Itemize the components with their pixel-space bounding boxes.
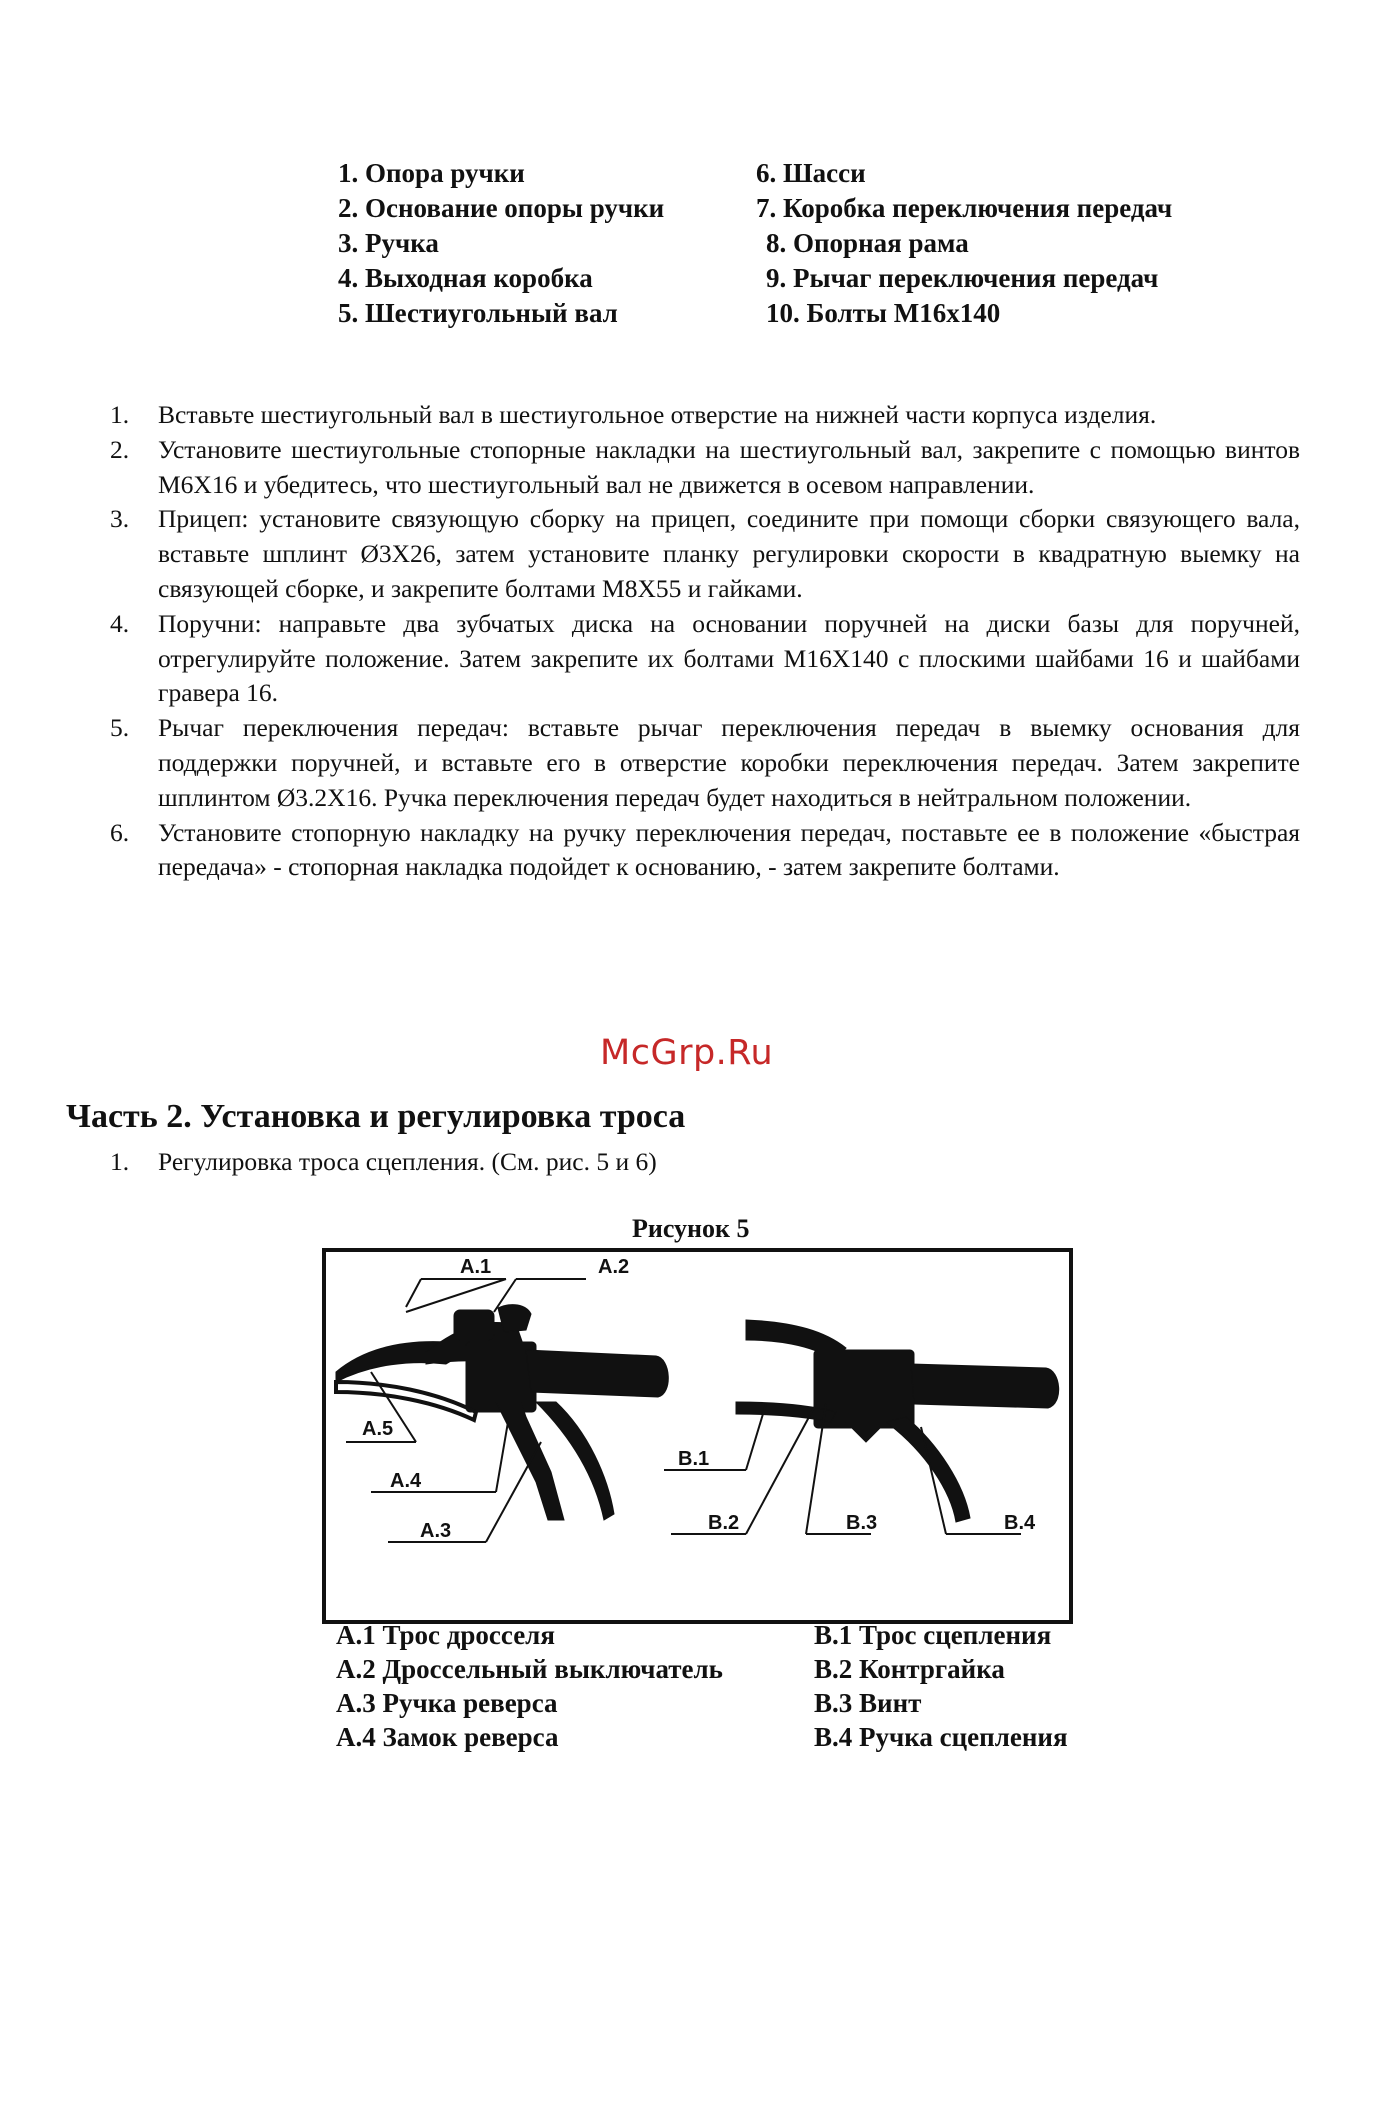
callout-b3: B.3 <box>846 1512 878 1534</box>
parts-list <box>338 156 1258 331</box>
callout-b4: B.4 <box>1004 1512 1036 1534</box>
callout-b1: B.1 <box>678 1448 710 1470</box>
step-text: Рычаг переключения передач: вставьте рычаг переключения передач в выемку основания для поддержки поручней, и вставьте его в отверстие коробки переключения передач. Затем закрепите шплинтом Ø3.2X16. Ручка переключения передач будет находиться в нейтральном положении. <box>158 713 1300 812</box>
step-number: 2. <box>110 434 130 464</box>
callout-a4: A.4 <box>390 1470 422 1492</box>
step-item <box>108 607 1300 711</box>
callout-a5: A.5 <box>362 1418 394 1440</box>
legend-item: A.2 Дроссельный выключатель <box>336 1654 723 1684</box>
step-item <box>108 433 1300 503</box>
figure-title: Рисунок 5 <box>632 1214 750 1243</box>
handlebar-illustration <box>326 1252 1069 1620</box>
right-handle-drawing <box>736 1320 1059 1522</box>
step-number: 3. <box>110 504 130 534</box>
step-text: Установите шестиугольные стопорные накладки на шестиугольный вал, закрепите с помощью винтов M6X16 и убедитесь, что шестиугольный вал не движется в осевом направлении. <box>158 434 1300 499</box>
step-text: Прицеп: установите связующую сборку на прицеп, соедините при помощи сборки связующего вала, вставьте шплинт Ø3X26, затем установите планку регулировки скорости в квадратную выемку на связующей сборке, и закрепите болтами M8X55 и гайками. <box>158 504 1300 603</box>
step-item <box>108 502 1300 606</box>
step-number: 4. <box>110 608 130 638</box>
step-number: 1. <box>110 400 130 429</box>
step-item <box>108 398 1300 433</box>
legend-item: A.1 Трос дросселя <box>336 1620 555 1650</box>
callout-a1: A.1 <box>460 1256 492 1278</box>
callout-a3: A.3 <box>420 1520 452 1542</box>
step-number: 5. <box>110 713 130 743</box>
parts-item: 9. Рычаг переключения передач <box>766 263 1159 293</box>
legend-item: B.2 Контргайка <box>814 1654 1005 1684</box>
legend-item: A.3 Ручка реверса <box>336 1688 558 1718</box>
parts-item: 7. Коробка переключения передач <box>756 193 1173 223</box>
parts-item: 8. Опорная рама <box>766 228 969 258</box>
callout-a2: A.2 <box>598 1256 630 1278</box>
step-text: Установите стопорную накладку на ручку переключения передач, поставьте ее в положение «быстрая передача» - стопорная накладка подойдет к основанию, - затем закрепите болтами. <box>158 817 1300 882</box>
parts-item: 4. Выходная коробка <box>338 263 593 293</box>
left-handle-drawing <box>336 1305 668 1520</box>
legend-item: A.4 Замок реверса <box>336 1722 559 1752</box>
sub-step-number: 1. <box>110 1147 130 1176</box>
step-item <box>108 816 1300 886</box>
callout-b2: B.2 <box>708 1512 740 1534</box>
watermark: McGrp.Ru <box>600 1033 774 1073</box>
step-item <box>108 711 1300 815</box>
legend-item: B.3 Винт <box>814 1688 922 1718</box>
figure-legend <box>336 1618 1136 1754</box>
parts-item: 3. Ручка <box>338 228 439 258</box>
step-text: Вставьте шестиугольный вал в шестиугольное отверстие на нижней части корпуса изделия. <box>158 400 1157 429</box>
section-heading: Часть 2. Установка и регулировка троса <box>66 1098 686 1135</box>
step-text: Поручни: направьте два зубчатых диска на основании поручней на диски базы для поручней, отрегулируйте положение. Затем закрепите их болтами M16X140 с плоскими шайбами 16 и шайбами гравера 16. <box>158 608 1300 708</box>
parts-item: 10. Болты M16x140 <box>766 298 1001 328</box>
sub-step <box>110 1147 657 1177</box>
parts-item: 5. Шестиугольный вал <box>338 298 618 328</box>
step-number: 6. <box>110 817 130 847</box>
sub-step-text: Регулировка троса сцепления. (См. рис. 5 и 6) <box>158 1147 657 1176</box>
parts-item: 2. Основание опоры ручки <box>338 193 665 223</box>
legend-item: B.4 Ручка сцепления <box>814 1722 1068 1752</box>
parts-item: 1. Опора ручки <box>338 158 525 188</box>
figure-frame <box>322 1248 1073 1624</box>
assembly-steps <box>108 398 1300 885</box>
parts-item: 6. Шасси <box>756 158 866 188</box>
legend-item: B.1 Трос сцепления <box>814 1620 1052 1650</box>
